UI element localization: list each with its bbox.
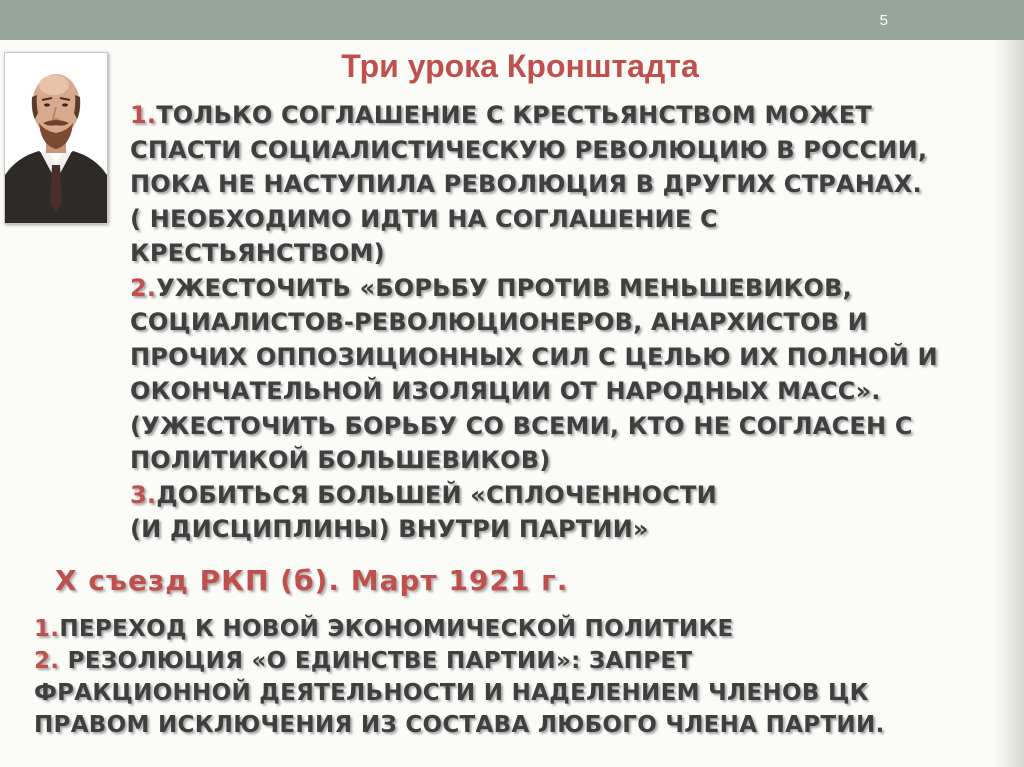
lesson-1-line-1 (130, 98, 990, 133)
page-edge-shadow (994, 40, 1024, 767)
lesson-2-line-4: ОКОНЧАТЕЛЬНОЙ ИЗОЛЯЦИИ ОТ НАРОДНЫХ МАСС». (130, 377, 881, 405)
lesson-1-line-2: СПАСТИ СОЦИАЛИСТИЧЕСКУЮ РЕВОЛЮЦИЮ В РОССИИ, (130, 135, 928, 164)
lesson-1-number: 1. (130, 101, 157, 129)
slide-title: Три урока Кронштадта (341, 48, 699, 84)
lesson-1-line-4: ( НЕОБХОДИМО ИДТИ НА СОГЛАШЕНИЕ С (130, 204, 718, 233)
decision-2-number: 2. (34, 648, 68, 674)
decision-1-number: 1. (34, 616, 60, 642)
lesson-1-line-3: ПОКА НЕ НАСТУПИЛА РЕВОЛЮЦИЯ В ДРУГИХ СТРАНАХ. (130, 170, 922, 198)
lesson-2-text: УЖЕСТОЧИТЬ «БОРЬБУ ПРОТИВ МЕНЬШЕВИКОВ, (156, 273, 852, 302)
decision-2-line-3: ПРАВОМ ИСКЛЮЧЕНИЯ ИЗ СОСТАВА ЛЮБОГО ЧЛЕНА ПАРТИИ. (34, 712, 885, 738)
lesson-3-line-1 (130, 478, 990, 513)
lesson-3-line-2: (И ДИСЦИПЛИНЫ) ВНУТРИ ПАРТИИ» (130, 515, 649, 543)
decision-1-line-1 (34, 613, 994, 645)
kronstadt-lessons (130, 98, 990, 547)
lesson-2-number: 2. (130, 273, 157, 302)
lesson-1-line-5: КРЕСТЬЯНСТВОМ) (130, 239, 385, 267)
lesson-2-line-3: ПРОЧИХ ОППОЗИЦИОННЫХ СИЛ С ЦЕЛЬЮ ИХ ПОЛНОЙ И (130, 342, 938, 371)
congress-heading: X съезд РКП (б). Март 1921 г. (55, 564, 569, 597)
lesson-2-line-2: СОЦИАЛИСТОВ-РЕВОЛЮЦИОНЕРОВ, АНАРХИСТОВ И (130, 308, 868, 336)
decision-2-text: РЕЗОЛЮЦИЯ «О ЕДИНСТВЕ ПАРТИИ»: ЗАПРЕТ (67, 648, 693, 674)
decision-1-text: ПЕРЕХОД К НОВОЙ ЭКОНОМИЧЕСКОЙ ПОЛИТИКЕ (59, 616, 734, 642)
lesson-1-text: ТОЛЬКО СОГЛАШЕНИЕ С КРЕСТЬЯНСТВОМ МОЖЕТ (156, 101, 872, 129)
lesson-3-text: ДОБИТЬСЯ БОЛЬШЕЙ «СПЛОЧЕННОСТИ (156, 480, 717, 509)
lesson-2-line-1 (130, 271, 990, 306)
lesson-3-number: 3. (130, 480, 157, 509)
decision-2-line-2: ФРАКЦИОННОЙ ДЕЯТЕЛЬНОСТИ И НАДЕЛЕНИЕМ ЧЛЕНОВ ЦК (34, 680, 869, 706)
slide-number: 5 (879, 12, 888, 29)
congress-decisions (34, 613, 994, 741)
lesson-2-line-6: ПОЛИТИКОЙ БОЛЬШЕВИКОВ) (130, 446, 551, 474)
top-bar (0, 0, 1024, 40)
portrait-photo-icon (4, 52, 108, 224)
lesson-2-line-5: (УЖЕСТОЧИТЬ БОРЬБУ СО ВСЕМИ, КТО НЕ СОГЛАСЕН С (130, 411, 913, 440)
decision-2-line-1 (34, 645, 994, 677)
